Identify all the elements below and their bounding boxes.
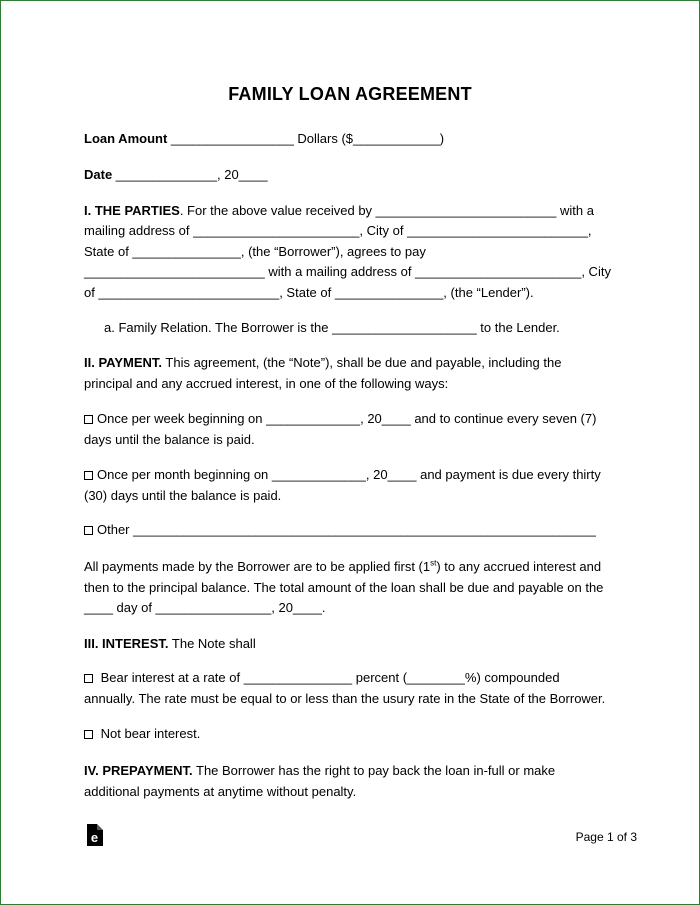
parties-heading: I. THE PARTIES [84, 203, 180, 218]
document-title: FAMILY LOAN AGREEMENT [228, 84, 472, 104]
parties-line-4: _________________________ with a mailing address of _______________________, City [84, 264, 611, 279]
checkbox-icon[interactable] [84, 526, 93, 535]
parties-line-2: mailing address of _______________________, City of _________________________, [84, 223, 592, 238]
page-number: Page 1 of 3 [575, 830, 637, 844]
other-option-text: Other ________________________________________________________________ [97, 522, 596, 537]
weekly-option-line-1 [84, 411, 596, 427]
checkbox-icon[interactable] [84, 471, 93, 480]
parties-line-3: State of _______________, (the “Borrower”), agrees to pay [84, 244, 426, 259]
payment-text-1: This agreement, (the “Note”), shall be due and payable, including the [162, 355, 562, 370]
parties-line-5: of _________________________, State of _______________, (the “Lender”). [84, 285, 534, 300]
parties-line-1 [84, 203, 594, 219]
monthly-option-line-2: (30) days until the balance is paid. [84, 488, 282, 503]
prepayment-heading: IV. PREPAYMENT. [84, 763, 193, 778]
parties-text-1: . For the above value received by _________________________ with a [179, 203, 594, 218]
eforms-logo-icon [85, 824, 103, 846]
loan-amount-label: Loan Amount [84, 131, 168, 146]
not-bear-interest-line [84, 726, 200, 742]
monthly-option-line-1 [84, 467, 601, 483]
prepayment-line-2: additional payments at anytime without penalty. [84, 784, 357, 799]
loan-amount-blank: _________________ Dollars ($____________) [167, 131, 445, 146]
payment-line-2: principal and any accrued interest, in one of the following ways: [84, 376, 449, 391]
prepayment-text-1: The Borrower has the right to pay back the loan in-full or make [192, 763, 556, 778]
applied-text-1b: ) to any accrued interest and [436, 559, 602, 574]
bear-interest-line-2: annually. The rate must be equal to or less than the usury rate in the State of the Borrower. [84, 691, 606, 706]
applied-line-3: ____ day of ________________, 20____. [84, 600, 326, 615]
checkbox-icon[interactable] [84, 415, 93, 424]
applied-text-1a: All payments made by the Borrower are to be applied first (1 [84, 559, 431, 574]
date-blank: ______________, 20____ [112, 167, 268, 182]
bear-interest-text: Bear interest at a rate of _______________ percent (________%) compounded [100, 670, 560, 685]
monthly-option-text: Once per month beginning on _____________, 20____ and payment is due every thirty [97, 467, 601, 482]
prepayment-line-1 [84, 763, 555, 779]
interest-line [84, 636, 256, 652]
date-label: Date [84, 167, 113, 182]
interest-text: The Note shall [168, 636, 256, 651]
svg-text:e: e [90, 830, 99, 845]
bear-interest-line-1 [84, 670, 560, 686]
interest-heading: III. INTEREST. [84, 636, 169, 651]
applied-line-1 [84, 559, 601, 575]
family-relation-line: a. Family Relation. The Borrower is the ____________________ to the Lender. [104, 320, 560, 335]
checkbox-icon[interactable] [84, 730, 93, 739]
other-option-line [84, 522, 596, 538]
not-bear-interest-text: Not bear interest. [100, 726, 201, 741]
payment-line-1 [84, 355, 561, 371]
applied-line-2: then to the principal balance. The total amount of the loan shall be due and payable on the [84, 580, 604, 595]
payment-heading: II. PAYMENT. [84, 355, 163, 370]
checkbox-icon[interactable] [84, 674, 93, 683]
weekly-option-line-2: days until the balance is paid. [84, 432, 255, 447]
date-line [84, 167, 268, 183]
loan-amount-line [84, 131, 444, 147]
first-superscript: st [430, 558, 437, 568]
weekly-option-text: Once per week beginning on _____________, 20____ and to continue every seven (7) [97, 411, 597, 426]
